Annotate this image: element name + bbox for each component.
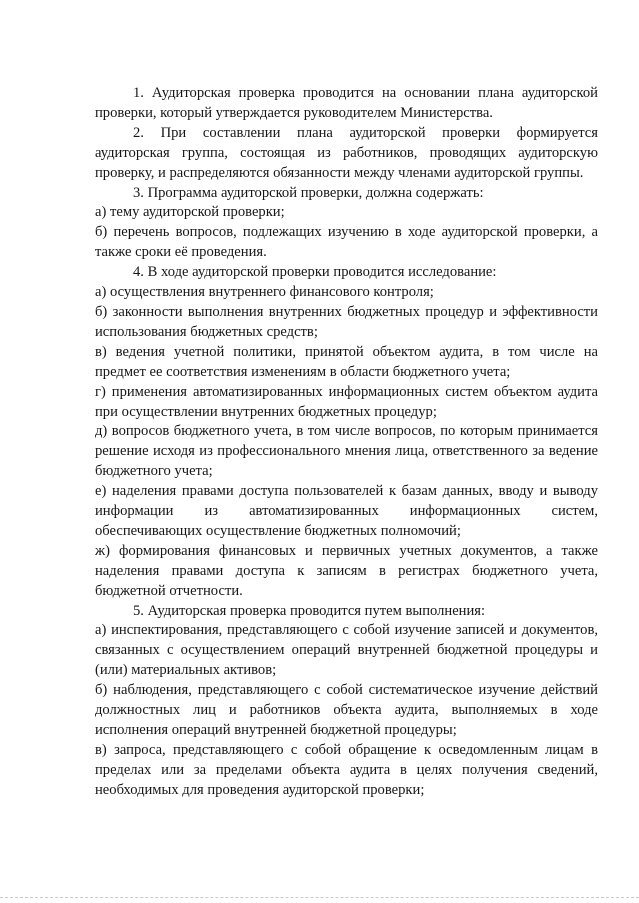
document-body xyxy=(95,84,598,801)
paragraph-4-item-b: б) законности выполнения внутренних бюджетных процедур и эффективности использования бюджетных средств; xyxy=(95,303,598,340)
paragraph-4: 4. В ходе аудиторской проверки проводится исследование: xyxy=(133,264,497,281)
paragraph-4-item-a: а) осуществления внутреннего финансового контроля; xyxy=(95,284,434,301)
paragraph-4-item-g: ж) формирования финансовых и первичных учетных документов, а также наделения правами доступа к записям в регистрах бюджетного учета, бюджетной отчетности. xyxy=(95,542,598,599)
paragraph-3: 3. Программа аудиторской проверки, должна содержать: xyxy=(133,184,484,201)
paragraph-5-item-b: б) наблюдения, представляющего с собой систематическое изучение действий должностных лиц и работников объекта аудита, выполняемых в ходе исполнения операций внутренней бюджетной процедуры; xyxy=(95,682,598,738)
paragraph-3-item-b: б) перечень вопросов, подлежащих изучению в ходе аудиторской проверки, а также сроки её проведения. xyxy=(95,224,598,261)
paragraph-4-item-e: д) вопросов бюджетного учета, в том числе вопросов, по которым принимается решение исходя из профессионального мнения лица, ответственного за ведение бюджетного учета; xyxy=(95,423,598,480)
paragraph-5: 5. Аудиторская проверка проводится путем выполнения: xyxy=(133,602,486,619)
page-bottom-edge xyxy=(0,897,639,898)
paragraph-3-item-a: а) тему аудиторской проверки; xyxy=(95,204,285,221)
paragraph-2: 2. При составлении плана аудиторской проверки формируется аудиторская группа, состоящая из работников, проводящих аудиторскую проверку, и распределяются обязанности между членами аудиторской группы. xyxy=(95,124,598,181)
paragraph-4-item-f: е) наделения правами доступа пользователей к базам данных, вводу и выводу информации из автоматизированных информационных систем, обеспечивающих осуществление бюджетных полномочий; xyxy=(95,483,598,539)
paragraph-5-item-a: а) инспектирования, представляющего с собой изучение записей и документов, связанных с осуществлением операций внутренней бюджетной процедуры и (или) материальных активов; xyxy=(95,622,598,679)
paragraph-4-item-d: г) применения автоматизированных информационных систем объектом аудита при осуществлении внутренних бюджетных процедур; xyxy=(95,383,598,420)
paragraph-5-item-c: в) запроса, представляющего с собой обращение к осведомленным лицам в пределах или за пределами объекта аудита в целях получения сведений, необходимых для проведения аудиторской проверки; xyxy=(95,741,598,798)
paragraph-4-item-c: в) ведения учетной политики, принятой объектом аудита, в том числе на предмет ее соответствия изменениям в области бюджетного учета; xyxy=(95,343,598,380)
paragraph-1: 1. Аудиторская проверка проводится на основании плана аудиторской проверки, который утверждается руководителем Министерства. xyxy=(95,85,598,121)
